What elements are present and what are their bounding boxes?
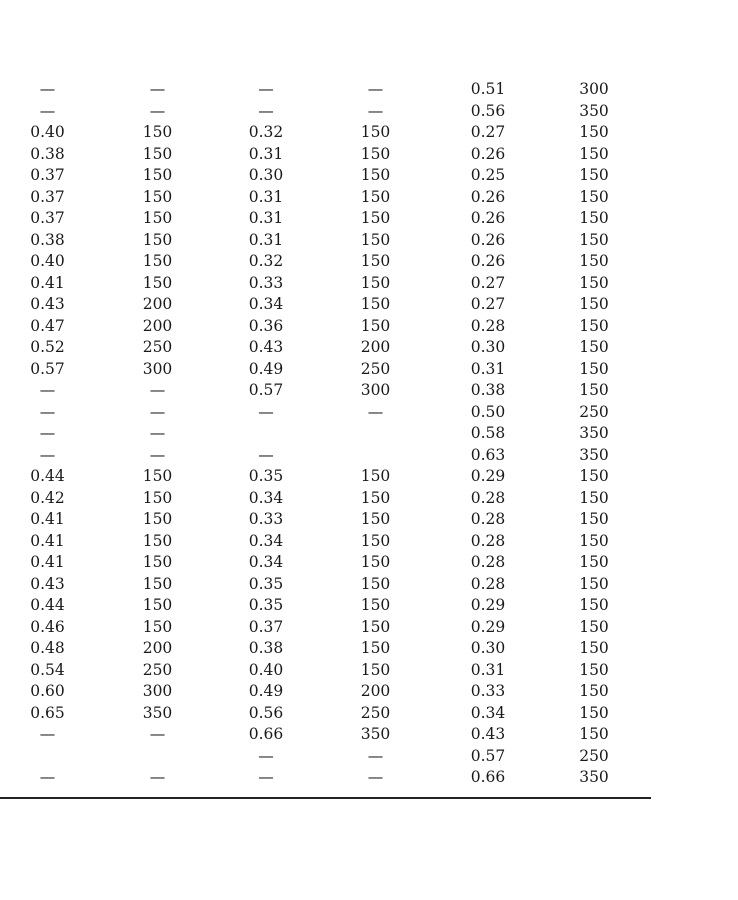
table-cell: 0.32 [248,252,284,270]
table-cell: 0.27 [470,123,506,141]
table-cell: 350 [360,725,391,743]
table-cell: 0.33 [248,510,284,528]
table-cell: 0.26 [470,187,506,206]
table-cell: 300 [579,80,609,98]
table-cell: 150 [142,273,173,292]
table-cell: 300 [142,359,173,378]
table-cell: 0.56 [470,101,506,120]
table-cell: 0.29 [470,467,506,485]
table-cell: — [367,80,384,98]
table-cell: 0.33 [248,273,284,292]
table-cell: 0.36 [248,316,284,335]
table-cell: 0.28 [470,488,506,507]
table-cell: 0.35 [248,596,284,614]
table-cell: 0.30 [470,338,506,356]
table-cell: 0.43 [248,338,284,356]
table-cell: 0.66 [248,725,284,743]
table-bottom-rule [0,797,651,799]
table-cell: 150 [579,617,609,636]
table-row [0,208,651,230]
table-cell: 150 [142,187,173,206]
table-cell: — [149,424,166,442]
table-cell: 150 [360,316,391,335]
table-row [0,681,651,703]
table-cell: 150 [579,316,609,335]
table-cell: 0.56 [248,703,284,722]
table-cell: 0.48 [30,639,65,657]
table-cell: 150 [579,596,609,614]
table-cell: 350 [579,768,609,786]
table-cell: 0.44 [30,596,65,614]
table-cell: 150 [142,488,173,507]
table-cell: 150 [360,166,391,184]
table-cell: 150 [142,230,173,249]
table-cell: 150 [579,639,609,657]
table-cell: 200 [360,338,391,356]
table-cell: 0.58 [470,424,506,442]
table-cell: 150 [579,166,609,184]
table-cell: 0.34 [248,553,284,571]
table-row [0,230,651,252]
table-cell: 0.42 [30,488,65,507]
table-cell: 250 [579,402,609,421]
table-cell: 0.37 [248,617,284,636]
table-cell: 150 [579,338,609,356]
table-cell: 0.37 [30,166,65,184]
table-cell: — [258,768,274,786]
table-cell: 0.50 [470,402,506,421]
table-cell: 0.35 [248,574,284,593]
table-cell: 0.66 [470,768,506,786]
table-cell: 0.41 [30,510,65,528]
table-body [0,79,651,789]
table-cell: — [258,101,274,120]
table-cell: 150 [360,252,391,270]
table-cell: 250 [579,746,609,765]
table-cell: — [367,768,384,786]
table-row [0,187,651,209]
table-cell: 0.31 [470,359,506,378]
table-cell: 0.40 [30,252,65,270]
table-cell: 150 [360,531,391,550]
table-cell: 0.33 [470,682,506,700]
table-cell: 0.37 [30,209,65,227]
table-cell: 0.49 [248,682,284,700]
table-row [0,316,651,338]
table-cell: 0.38 [248,639,284,657]
table-cell: 150 [142,144,173,163]
table-row [0,724,651,746]
table-cell: 150 [360,488,391,507]
table-row [0,574,651,596]
table-cell: 0.41 [30,273,65,292]
table-cell: 150 [579,123,609,141]
table-cell: 0.38 [30,230,65,249]
table-cell: 150 [142,209,173,227]
table-cell: 0.60 [30,682,65,700]
table-row [0,251,651,273]
table-row [0,101,651,123]
table-cell: 150 [142,252,173,270]
table-cell: 150 [360,123,391,141]
table-row [0,595,651,617]
table-cell: 150 [142,510,173,528]
table-cell: 150 [579,488,609,507]
table-cell: — [258,445,274,464]
table-cell: 0.46 [30,617,65,636]
table-cell: 150 [579,531,609,550]
table-cell: 0.27 [470,295,506,313]
table-row [0,337,651,359]
table-cell: 150 [579,467,609,485]
table-cell: 350 [579,424,609,442]
table-cell: 150 [360,553,391,571]
table-cell: — [258,746,274,765]
table-cell: 0.41 [30,531,65,550]
table-cell: 150 [142,574,173,593]
table-cell: 0.34 [248,488,284,507]
table-cell: — [39,768,56,786]
table-row [0,703,651,725]
table-cell: 250 [360,703,391,722]
table-cell: 0.26 [470,252,506,270]
table-cell: 0.57 [470,746,506,765]
table-cell [312,445,439,467]
table-cell: — [367,101,384,120]
table-cell: 0.51 [470,80,506,98]
table-cell [220,423,312,445]
table-cell: 0.38 [30,144,65,163]
table-row [0,617,651,639]
table-cell [312,423,439,445]
table-cell: 250 [142,338,173,356]
table-row [0,380,651,402]
table-cell: 0.65 [30,703,65,722]
table-cell: 150 [142,531,173,550]
table-cell: — [149,381,166,399]
table-cell: 0.26 [470,209,506,227]
table-cell: — [149,445,166,464]
table-cell: 150 [579,359,609,378]
table-row [0,552,651,574]
table-cell: 300 [360,381,391,399]
table-cell: 0.31 [248,230,284,249]
table-cell: — [149,768,166,786]
table-cell: 0.49 [248,359,284,378]
table-cell: — [39,101,56,120]
table-row [0,488,651,510]
table-row [0,402,651,424]
table-cell: 0.34 [248,531,284,550]
table-cell: 0.44 [30,467,65,485]
table-cell: 0.34 [470,703,506,722]
table-cell: 350 [142,703,173,722]
table-cell: 350 [579,445,609,464]
table-cell: 0.57 [248,381,284,399]
table-cell: 0.30 [470,639,506,657]
table-cell: 200 [360,682,391,700]
table-cell: 150 [579,553,609,571]
table-cell [95,746,220,768]
table-cell: 0.43 [30,574,65,593]
table-cell: 0.30 [248,166,284,184]
table-cell: 250 [360,359,391,378]
table-cell: 0.34 [248,295,284,313]
table-row [0,509,651,531]
table-cell: 0.31 [248,187,284,206]
table-cell: — [149,725,166,743]
table-cell: 150 [360,639,391,657]
table-row [0,531,651,553]
table-cell: 200 [142,295,173,313]
table-cell: 0.29 [470,596,506,614]
table-cell: 0.28 [470,531,506,550]
table-cell: 150 [579,381,609,399]
table-row [0,273,651,295]
table-cell: 150 [579,209,609,227]
table-row [0,466,651,488]
table-row [0,767,651,789]
table-row [0,144,651,166]
table-cell: 0.26 [470,144,506,163]
table-cell: 0.47 [30,316,65,335]
table-cell: 150 [579,295,609,313]
table-cell: — [258,402,274,421]
table-cell: 150 [579,682,609,700]
table-cell: 350 [579,101,609,120]
table-cell: 0.28 [470,553,506,571]
table-cell: 150 [579,144,609,163]
table-cell: 150 [360,467,391,485]
table-cell: — [149,402,166,421]
table-cell: 0.26 [470,230,506,249]
table-row [0,165,651,187]
table-cell: 200 [142,639,173,657]
table-cell: 250 [142,660,173,679]
table-cell: — [149,101,166,120]
table-cell: 0.40 [30,123,65,141]
table-cell: 150 [142,617,173,636]
table-cell: 0.57 [30,359,65,378]
table-cell [0,746,95,768]
table-row [0,445,651,467]
table-row [0,79,651,101]
table-cell: 150 [142,166,173,184]
table-cell: 0.32 [248,123,284,141]
table-cell: 150 [142,553,173,571]
table-cell: 0.41 [30,553,65,571]
table-cell: 0.52 [30,338,65,356]
table-cell: 150 [142,123,173,141]
table-cell: 0.31 [248,144,284,163]
table-row [0,122,651,144]
table-cell: 0.31 [470,660,506,679]
table-cell: — [367,746,384,765]
table-cell: 300 [142,682,173,700]
table-row [0,423,651,445]
table-row [0,359,651,381]
table-cell: 150 [142,596,173,614]
table-cell: 0.37 [30,187,65,206]
table-cell: 150 [360,510,391,528]
table-cell: — [39,424,56,442]
table-cell: 150 [579,703,609,722]
table-cell: 150 [360,209,391,227]
table-cell: 0.27 [470,273,506,292]
table-row [0,746,651,768]
table-cell: 0.31 [248,209,284,227]
table-cell: — [39,381,56,399]
table-cell: 150 [360,273,391,292]
table-cell: 0.43 [30,295,65,313]
table-cell: 0.40 [248,660,284,679]
table-cell: 150 [142,467,173,485]
table-cell: — [149,80,166,98]
table-cell: 150 [579,660,609,679]
table-cell: 150 [579,725,609,743]
table-cell: 150 [360,230,391,249]
table-cell: 150 [579,273,609,292]
table-cell: 150 [579,230,609,249]
table-cell: — [258,80,274,98]
table-cell: 150 [360,617,391,636]
table-cell: 0.63 [470,445,506,464]
table-cell: 0.35 [248,467,284,485]
table-cell: — [39,725,56,743]
table-row [0,638,651,660]
table-cell: — [367,402,384,421]
table-cell: 150 [579,510,609,528]
table-cell: 150 [360,144,391,163]
data-table [0,79,651,789]
table-row [0,294,651,316]
table-cell: 150 [579,187,609,206]
table-cell: 150 [579,574,609,593]
table-cell: — [39,445,56,464]
table-cell: 150 [579,252,609,270]
table-cell: 150 [360,574,391,593]
table-cell: 150 [360,596,391,614]
table-cell: 0.25 [470,166,506,184]
table-cell: 150 [360,660,391,679]
table-cell: 0.38 [470,381,506,399]
table-cell: 200 [142,316,173,335]
table-cell: 150 [360,187,391,206]
table-cell: 150 [360,295,391,313]
table-cell: 0.29 [470,617,506,636]
table-cell: — [39,80,56,98]
table-cell: 0.28 [470,316,506,335]
table-row [0,660,651,682]
table-cell: — [39,402,56,421]
table-cell: 0.43 [470,725,506,743]
table-cell: 0.28 [470,574,506,593]
table-cell: 0.54 [30,660,65,679]
table-cell: 0.28 [470,510,506,528]
